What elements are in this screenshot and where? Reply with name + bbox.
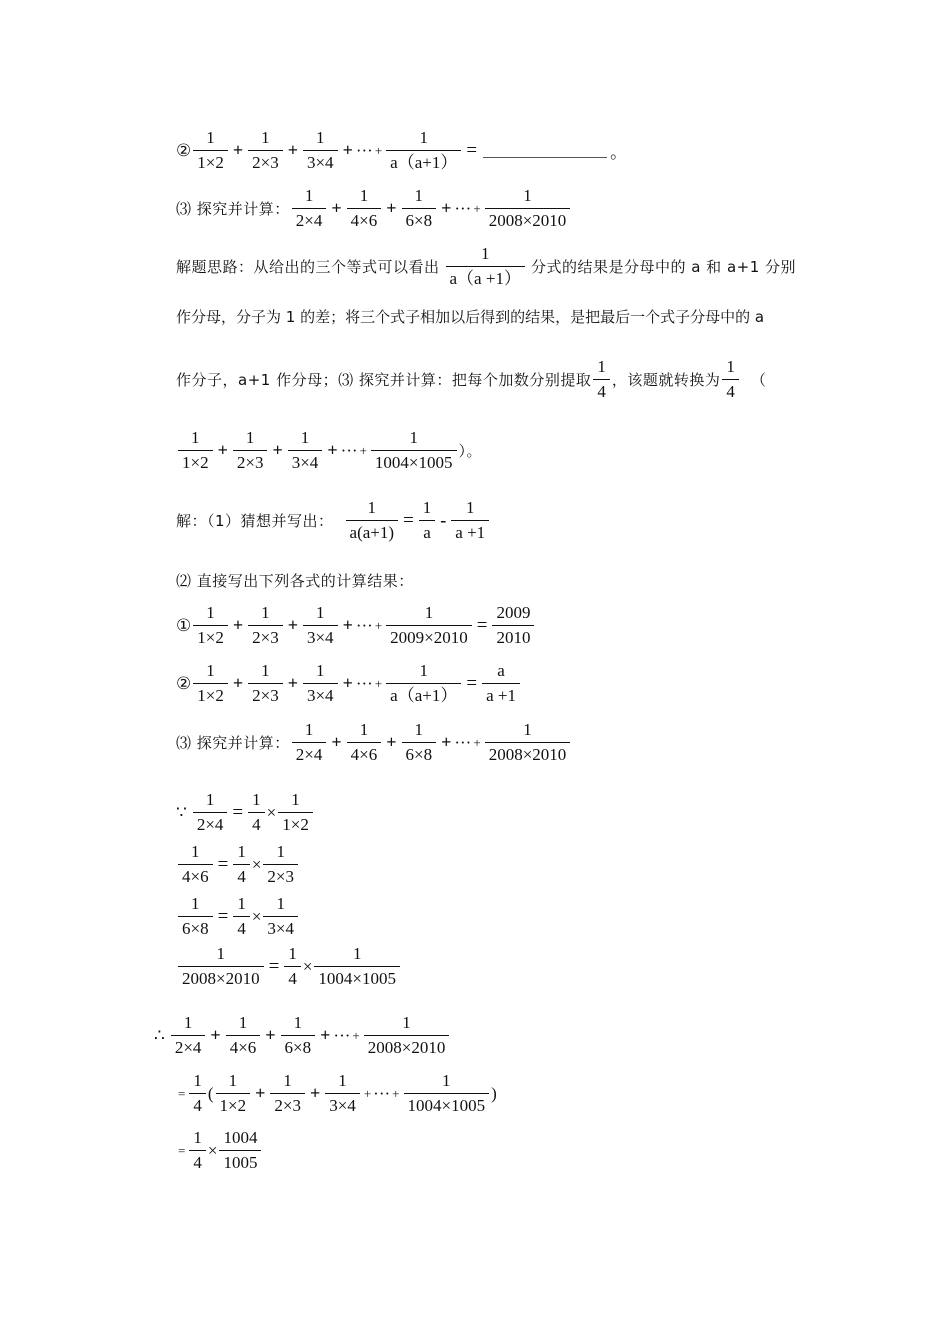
fraction-numerator: 1 — [206, 603, 215, 622]
fraction-numerator: 1 — [367, 498, 377, 517]
fraction-numerator: 1 — [359, 720, 369, 739]
fraction-denominator: 2×4 — [292, 742, 327, 765]
because-symbol: ∵ — [176, 802, 187, 822]
times-sign: × — [266, 802, 277, 822]
times-sign: × — [251, 906, 262, 926]
fraction-denominator: 4×6 — [347, 208, 382, 231]
idea-line-2: 作分母，分子为 1 的差；将三个式子相加以后得到的结果，是把最后一个式子分母中的 a — [176, 308, 765, 326]
fraction-denominator: 2×3 — [233, 450, 268, 473]
fraction — [404, 1071, 490, 1116]
fraction-numerator: a — [497, 661, 505, 680]
fraction-numerator: 1 — [597, 357, 606, 376]
fraction-denominator: 2008×2010 — [364, 1035, 450, 1058]
fraction — [263, 842, 298, 887]
fraction-denominator: 1×2 — [178, 450, 213, 473]
fraction-numerator: 1 — [291, 790, 300, 809]
fraction-denominator: 1×2 — [193, 150, 228, 173]
because-line-1: ∵ $\frac{1}{2\times 4}$ = $\frac{1}{4}$ × $\frac{1}{1\times 2}$ — [176, 790, 315, 835]
fraction-denominator: 2×3 — [248, 683, 283, 706]
idea-text: 解题思路：从给出的三个等式可以看出 — [176, 258, 440, 276]
fraction-numerator: 1 — [191, 428, 200, 447]
fraction-denominator: 3×4 — [325, 1093, 360, 1116]
fraction-numerator: 1 — [352, 944, 362, 963]
fraction — [233, 428, 268, 473]
fraction-denominator: a（a+1） — [386, 683, 461, 706]
idea-text: 作分子，a+1 作分母；⑶ 探究并计算：把每个加数分别提取 — [176, 371, 592, 389]
fraction-numerator: 1 — [316, 661, 325, 680]
ellipsis: ··· — [454, 732, 472, 752]
fraction — [722, 357, 739, 402]
fraction-denominator: 2×3 — [248, 150, 283, 173]
therefore-symbol: ∴ — [154, 1025, 165, 1045]
fraction-denominator: 1×2 — [193, 625, 228, 648]
ellipsis: ··· — [373, 1083, 391, 1103]
circle-marker: ② — [176, 140, 192, 160]
fraction-denominator: a +1 — [451, 520, 489, 543]
fraction-numerator: 1 — [276, 894, 285, 913]
fraction — [226, 1013, 261, 1058]
fraction-numerator: 1 — [424, 603, 434, 622]
fraction — [248, 661, 283, 706]
fraction-numerator: 1 — [261, 128, 270, 147]
fraction-numerator: 1 — [414, 186, 424, 205]
fraction-numerator: 1004 — [223, 1128, 258, 1147]
fraction-denominator: 4 — [284, 966, 301, 989]
fraction-denominator: 4 — [189, 1093, 206, 1116]
fraction-denominator: 1004×1005 — [371, 450, 457, 473]
answer-1-line: ① $\frac{1}{1\times 2}$ + $\frac{1}{2\times 3}$ + $\frac{1}{3\times 4}$ + ··· + $\frac{1}{2009\times 2010}$ = $\frac{2009}{2010}$ — [176, 603, 536, 648]
fraction-numerator: 1 — [206, 661, 215, 680]
fraction-numerator: 1 — [206, 128, 215, 147]
fraction-denominator: 3×4 — [263, 916, 298, 939]
times-sign: × — [251, 854, 262, 874]
answer-blank — [483, 143, 607, 158]
fraction-numerator: 1 — [316, 603, 325, 622]
fraction-numerator: 1 — [409, 428, 418, 447]
period: 。 — [610, 143, 628, 162]
fraction — [178, 944, 264, 989]
fraction — [178, 428, 213, 473]
fraction-denominator: 6×8 — [281, 1035, 316, 1058]
fraction — [193, 661, 228, 706]
fraction-denominator: 4 — [189, 1150, 206, 1173]
fraction-numerator: 2009 — [496, 603, 531, 622]
fraction-denominator: 2×4 — [171, 1035, 206, 1058]
fraction-denominator: 1×2 — [193, 683, 228, 706]
fraction-denominator: 1×2 — [278, 812, 313, 835]
fraction — [193, 128, 228, 173]
fraction-numerator: 1 — [465, 498, 475, 517]
fraction-denominator: 4×6 — [226, 1035, 261, 1058]
fraction — [593, 357, 610, 402]
fraction-numerator: 1 — [183, 1013, 193, 1032]
explore-line: ⑶ 探究并计算： $\frac{1}{2\times 4}$ + $\frac{1}{4\times 6}$ + $\frac{1}{6\times 8}$ + ··· + $\frac{1}{2008\times 2010}$ — [176, 186, 572, 231]
fraction — [216, 1071, 251, 1116]
fraction-numerator: 1 — [237, 894, 246, 913]
fraction — [482, 661, 520, 706]
fraction — [292, 186, 327, 231]
fraction — [419, 498, 436, 543]
fraction — [233, 894, 250, 939]
fraction — [451, 498, 489, 543]
fraction-numerator: 1 — [228, 1071, 238, 1090]
fraction-numerator: 1 — [261, 603, 270, 622]
fraction-denominator: a（a +1） — [446, 266, 525, 289]
fraction-denominator: a +1 — [482, 683, 520, 706]
fraction-denominator: 4×6 — [178, 864, 213, 887]
fraction — [263, 894, 298, 939]
idea-text: （ — [750, 371, 767, 389]
idea-line-1 — [176, 244, 796, 289]
fraction-numerator: 1 — [402, 1013, 411, 1032]
fraction-denominator: 2×4 — [193, 812, 228, 835]
fraction — [314, 944, 400, 989]
fraction — [248, 603, 283, 648]
q2-heading-text: ⑵ 直接写出下列各式的计算结果： — [176, 572, 414, 590]
idea-text: 分式的结果是分母中的 a 和 a+1 分别 — [530, 258, 797, 276]
fraction-denominator: a — [419, 520, 435, 543]
fraction-numerator: 1 — [304, 720, 314, 739]
fraction-numerator: 1 — [216, 944, 226, 963]
fraction-numerator: 1 — [205, 790, 215, 809]
fraction-numerator: 1 — [193, 1128, 202, 1147]
fraction — [278, 790, 313, 835]
fraction-numerator: 1 — [300, 428, 310, 447]
fraction — [193, 603, 228, 648]
left-paren: ( — [207, 1083, 214, 1103]
fraction-numerator: 1 — [523, 720, 532, 739]
fraction — [386, 128, 461, 173]
fraction-numerator: 1 — [442, 1071, 451, 1090]
fraction — [248, 128, 283, 173]
fraction — [347, 186, 382, 231]
explore-line-2: ⑶ 探究并计算： $\frac{1}{2\times 4}$ + $\frac{1}{4\times 6}$ + $\frac{1}{6\times 8}$ + ··· + $\frac{1}{2008\times 2010}$ — [176, 720, 572, 765]
idea-text: ，该题就转换为 — [611, 371, 721, 389]
fraction — [189, 1128, 206, 1173]
therefore-step-1: = $\frac{1}{4}$ ( $\frac{1}{1\times 2}$ + $\frac{1}{2\times 3}$ + $\frac{1}{3\times 4}$ + ··· + $\frac{1}{1004\times 1005}$ ) — [178, 1071, 497, 1115]
fraction — [402, 720, 437, 765]
explore-label: ⑶ 探究并计算： — [176, 200, 290, 218]
therefore-step-2 — [176, 1128, 263, 1173]
fraction-numerator: 1 — [359, 186, 369, 205]
fraction — [386, 603, 472, 648]
fraction-numerator: 1 — [276, 842, 285, 861]
fraction-numerator: 1 — [238, 1013, 248, 1032]
fraction-numerator: 1 — [193, 1071, 202, 1090]
close-paren: ）。 — [458, 442, 483, 460]
question-2-line: ② $\frac{1}{1\times 2}$ + $\frac{1}{2\times 3}$ + $\frac{1}{3\times 4}$ + ··· + $\frac{1}{a(a+1)}$ = 。 — [176, 128, 628, 172]
fraction-denominator: 4 — [722, 379, 739, 402]
fraction — [371, 428, 457, 473]
fraction-numerator: 1 — [419, 661, 428, 680]
fraction-numerator: 1 — [237, 842, 246, 861]
fraction-denominator: 6×8 — [178, 916, 213, 939]
fraction-denominator: 2009×2010 — [386, 625, 472, 648]
fraction-denominator: 2×3 — [248, 625, 283, 648]
fraction — [178, 842, 213, 887]
answer-2-line: ② $\frac{1}{1\times 2}$ + $\frac{1}{2\times 3}$ + $\frac{1}{3\times 4}$ + ··· + $\frac{1}{a(a+1)}$ = $\frac{a}{a +1}$ — [176, 661, 522, 706]
fraction — [446, 244, 525, 289]
fraction — [402, 186, 437, 231]
fraction — [325, 1071, 360, 1116]
fraction-numerator: 1 — [726, 357, 735, 376]
ellipsis: ··· — [333, 1025, 351, 1045]
fraction — [248, 790, 265, 835]
fraction-denominator: 1004×1005 — [314, 966, 400, 989]
fraction-denominator: 4 — [593, 379, 610, 402]
ellipsis: ··· — [355, 673, 373, 693]
fraction-denominator: 4 — [233, 916, 250, 939]
minus-sign: - — [440, 510, 447, 530]
equals-sign: = — [178, 1085, 186, 1101]
fraction-numerator: 1 — [191, 842, 200, 861]
fraction — [193, 790, 228, 835]
fraction — [233, 842, 250, 887]
fraction — [492, 603, 534, 648]
fraction-numerator: 1 — [414, 720, 424, 739]
fraction-numerator: 1 — [304, 186, 314, 205]
fraction — [171, 1013, 206, 1058]
fraction — [288, 428, 323, 473]
idea-line-3 — [176, 357, 766, 402]
fraction — [386, 661, 461, 706]
fraction-numerator: 1 — [252, 790, 261, 809]
fraction — [303, 128, 338, 173]
therefore-line: ∴ $\frac{1}{2\times 4}$ + $\frac{1}{4\times 6}$ + $\frac{1}{6\times 8}$ + ··· + $\frac{1}{2008\times 2010}$ — [154, 1013, 451, 1058]
fraction-denominator: a（a+1） — [386, 150, 461, 173]
fraction-denominator: 1×2 — [216, 1093, 251, 1116]
q2-heading — [176, 570, 414, 591]
ellipsis: ··· — [355, 615, 373, 635]
ellipsis: ··· — [340, 440, 358, 460]
ellipsis: ··· — [454, 198, 472, 218]
fraction — [347, 720, 382, 765]
transformed-sum: $\frac{1}{1\times 2}$ + $\frac{1}{2\times 3}$ + $\frac{1}{3\times 4}$ + ··· + $\frac{1}{1004\times 1005}$ ）。 — [176, 428, 482, 473]
ellipsis: ··· — [355, 140, 373, 160]
right-paren: ) — [491, 1083, 497, 1103]
fraction-denominator: 6×8 — [402, 742, 437, 765]
fraction — [270, 1071, 305, 1116]
fraction — [292, 720, 327, 765]
because-line-4: $\frac{1}{2008\times 2010}$ = $\frac{1}{4}$ × $\frac{1}{1004\times 1005}$ — [176, 944, 402, 989]
fraction-denominator: 2008×2010 — [485, 742, 571, 765]
fraction — [346, 498, 399, 543]
fraction — [178, 894, 213, 939]
fraction — [303, 603, 338, 648]
fraction-numerator: 1 — [480, 244, 490, 263]
fraction — [284, 944, 301, 989]
fraction-denominator: 1004×1005 — [404, 1093, 490, 1116]
fraction — [485, 186, 571, 231]
fraction-denominator: 4 — [233, 864, 250, 887]
fraction-denominator: a(a+1) — [346, 520, 399, 543]
because-line-3: $\frac{1}{6\times 8}$ = $\frac{1}{4}$ × $\frac{1}{3\times 4}$ — [176, 894, 300, 939]
fraction-numerator: 1 — [288, 944, 297, 963]
fraction-numerator: 1 — [523, 186, 532, 205]
fraction-denominator: 2×4 — [292, 208, 327, 231]
fraction-numerator: 1 — [338, 1071, 347, 1090]
circle-marker: ② — [176, 673, 192, 693]
fraction-denominator: 4×6 — [347, 742, 382, 765]
fraction — [189, 1071, 206, 1116]
fraction-denominator: 2×3 — [263, 864, 298, 887]
fraction-numerator: 1 — [191, 894, 200, 913]
fraction-denominator: 2008×2010 — [178, 966, 264, 989]
fraction-denominator: 1005 — [219, 1150, 261, 1173]
fraction-numerator: 1 — [293, 1013, 303, 1032]
fraction-denominator: 3×4 — [303, 683, 338, 706]
fraction-denominator: 3×4 — [303, 625, 338, 648]
fraction-numerator: 1 — [261, 661, 270, 680]
fraction-numerator: 1 — [283, 1071, 292, 1090]
explore-label: ⑶ 探究并计算： — [176, 734, 290, 752]
fraction-denominator: 2×3 — [270, 1093, 305, 1116]
fraction — [303, 661, 338, 706]
fraction-denominator: 2008×2010 — [485, 208, 571, 231]
fraction-numerator: 1 — [316, 128, 325, 147]
fraction — [485, 720, 571, 765]
solution-label: 解：（1）猜想并写出： — [176, 512, 334, 530]
circle-marker: ① — [176, 615, 192, 635]
solution-1: 解：（1）猜想并写出： $\frac{1}{a(a+1)}$ = $\frac{1}{a}$ - $\frac{1}{a +1}$ — [176, 498, 491, 543]
fraction-numerator: 1 — [422, 498, 432, 517]
fraction — [364, 1013, 450, 1058]
fraction-denominator: 3×4 — [288, 450, 323, 473]
fraction-denominator: 4 — [248, 812, 265, 835]
equals-sign: = — [178, 1142, 186, 1158]
fraction-numerator: 1 — [419, 128, 428, 147]
fraction-denominator: 3×4 — [303, 150, 338, 173]
fraction-denominator: 6×8 — [402, 208, 437, 231]
fraction — [219, 1128, 261, 1173]
because-line-2: $\frac{1}{4\times 6}$ = $\frac{1}{4}$ × $\frac{1}{2\times 3}$ — [176, 842, 300, 887]
times-sign: × — [207, 1140, 218, 1160]
times-sign: × — [302, 956, 313, 976]
fraction-numerator: 1 — [245, 428, 255, 447]
fraction — [281, 1013, 316, 1058]
fraction-denominator: 2010 — [492, 625, 534, 648]
